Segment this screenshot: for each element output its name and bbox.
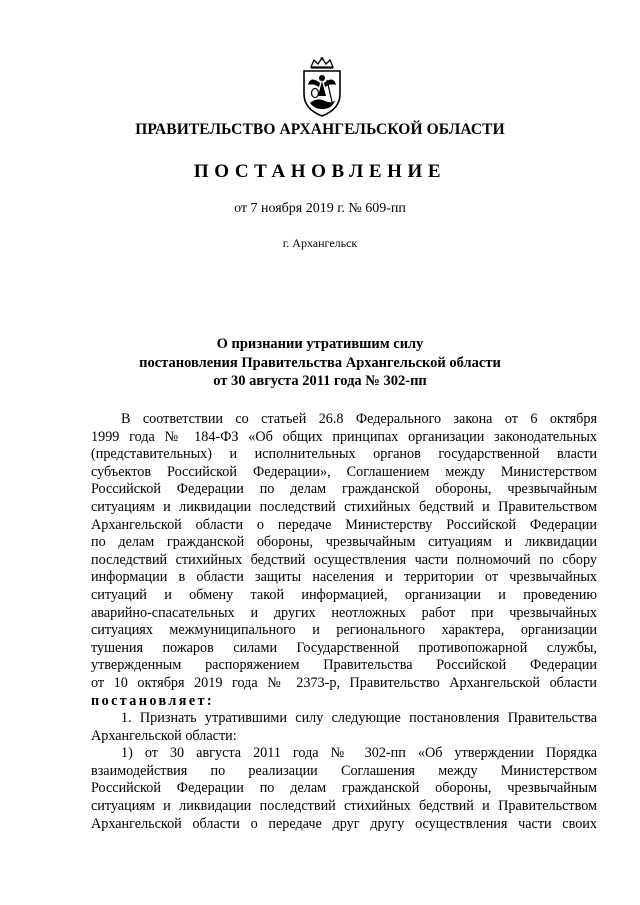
body-line: ситуациям и ликвидации последствий стихийных бедствий и Правительством (91, 498, 597, 515)
body-line: тушения пожаров силами Государственной противопожарной службы, (91, 639, 597, 656)
title-line: от 30 августа 2011 года № 302-пп (213, 373, 427, 389)
body-line: Российской Федерации по делам гражданской обороны, чрезвычайным (91, 780, 597, 797)
body-line: 1999 года № 184-ФЗ «Об общих принципах организации законодательных (91, 428, 597, 445)
body-line: информации в области защиты населения и территории от чрезвычайных (91, 569, 597, 586)
document-city: г. Архангельск (282, 236, 358, 250)
resolution-verb: постановляет: (91, 692, 215, 709)
body-line: утвержденным распоряжением Правительства Российской Федерации (91, 657, 597, 674)
body-line: ситуаций и обмену такой информацией, организации и проведению (91, 586, 597, 603)
body-line: Архангельской области о передаче друг другу осуществления части своих (91, 815, 597, 832)
body-line: ситуациях межмуниципального и регионального характера, организации (91, 622, 597, 639)
body-line: по делам гражданской обороны, чрезвычайным ситуациям и ликвидации (91, 534, 597, 551)
body-line: Архангельской области о передаче Министерству Российской Федерации (91, 516, 597, 533)
body-line: субъектов Российской Федерации», Соглашением между Министерством (91, 463, 597, 480)
body-line: ситуациям и ликвидации последствий стихийных бедствий и Правительством (91, 798, 597, 815)
body-line: аварийно-спасательных и других неотложных работ при чрезвычайных (91, 604, 597, 621)
body-line: В соответствии со статьей 26.8 Федерального закона от 6 октября (121, 411, 597, 427)
body-line: последствий стихийных бедствий осуществления части полномочий по сбору (91, 551, 597, 568)
organization-name: ПРАВИТЕЛЬСТВО АРХАНГЕЛЬСКОЙ ОБЛАСТИ (135, 121, 505, 138)
document-type: ПОСТАНОВЛЕНИЕ (193, 161, 447, 182)
document-body (91, 411, 597, 833)
body-line: 1. Признать утратившими силу следующие постановления Правительства (121, 710, 597, 727)
title-line: О признании утратившим силу (216, 336, 424, 352)
body-line: (представительных) и исполнительных органов государственной власти (91, 446, 597, 463)
document-title (0, 335, 640, 391)
document-date-number: от 7 ноября 2019 г. № 609-пп (234, 201, 406, 216)
title-line: постановления Правительства Архангельской области (139, 354, 501, 371)
body-line: от 10 октября 2019 года № 2373-р, Правительство Архангельской области (91, 674, 597, 691)
body-line: Архангельской области: (91, 727, 237, 744)
body-line: Российской Федерации по делам гражданской обороны, чрезвычайным (91, 481, 597, 498)
body-line: 1) от 30 августа 2011 года № 302-пп «Об утверждении Порядка (121, 745, 597, 762)
coat-of-arms-icon (299, 56, 345, 118)
body-line: взаимодействия по реализации Соглашения между Министерством (91, 762, 597, 779)
